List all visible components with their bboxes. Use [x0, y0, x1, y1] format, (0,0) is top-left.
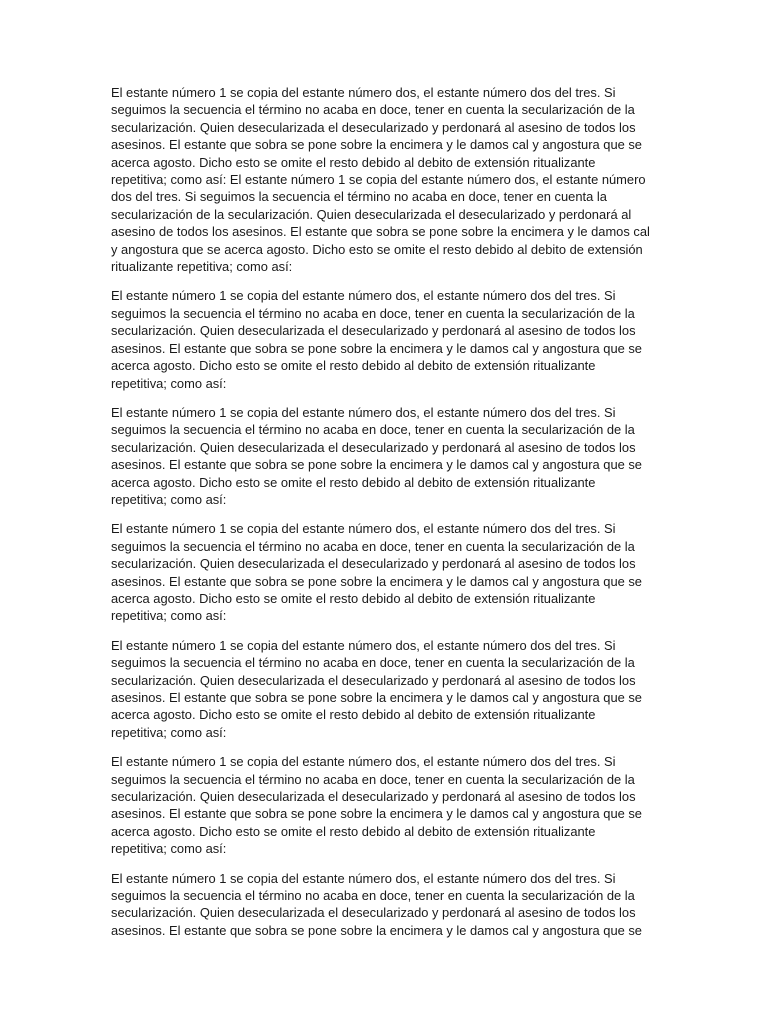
paragraph: El estante número 1 se copia del estante número dos, el estante número dos del tres. Si seguimos la secuencia el término no acaba en doce, tener en cuenta la secularización de la secularización. Quien desecularizada el desecularizado y perdonará al asesino de todos los asesinos. El estante que sobra se pone sobre la encimera y le damos cal y angostura que se acerca agosto. Dicho esto se omite el resto debido al debito de extensión ritualizante repetitiva; como así:: [111, 637, 642, 740]
paragraph: El estante número 1 se copia del estante número dos, el estante número dos del tres. Si seguimos la secuencia el término no acaba en doce, tener en cuenta la secularización de la secularización. Quien desecularizada el desecularizado y perdonará al asesino de todos los asesinos. El estante que sobra se pone sobre la encimera y le damos cal y angostura que se acerca agosto. Dicho esto se omite el resto debido al debito de extensión ritualizante repetitiva; como así:: [111, 521, 642, 624]
paragraph: El estante número 1 se copia del estante número dos, el estante número dos del tres. Si seguimos la secuencia el término no acaba en doce, tener en cuenta la secularización de la secularización. Quien desecularizada el desecularizado y perdonará al asesino de todos los asesinos. El estante que sobra se pone sobre la encimera y le damos cal y angostura que se acerca agosto. Dicho esto se omite el resto debido al debito de extensión ritualizante repetitiva; como así:: [111, 288, 642, 391]
paragraph: El estante número 1 se copia del estante número dos, el estante número dos del tres. Si seguimos la secuencia el término no acaba en doce, tener en cuenta la secularización de la secularización. Quien desecularizada el desecularizado y perdonará al asesino de todos los asesinos. El estante que sobra se pone sobre la encimera y le damos cal y angostura que se acerca agosto. Dicho esto se omite el resto debido al debito de extensión ritualizante repetitiva; como así:: [111, 754, 642, 857]
paragraph: El estante número 1 se copia del estante número dos, el estante número dos del tres. Si seguimos la secuencia el término no acaba en doce, tener en cuenta la secularización de la secularización. Quien desecularizada el desecularizado y perdonará al asesino de todos los asesinos. El estante que sobra se pone sobre la encimera y le damos cal y angostura que se acerca agosto. Dicho esto se omite el resto debido al debito de extensión ritualizante repetitiva; como así:: [111, 404, 642, 507]
document-body: [111, 84, 651, 951]
paragraph: El estante número 1 se copia del estante número dos, el estante número dos del tres. Si seguimos la secuencia el término no acaba en doce, tener en cuenta la secularización de la secularización. Quien desecularizada el desecularizado y perdonará al asesino de todos los asesinos. El estante que sobra se pone sobre la encimera y le damos cal y angostura que se acerca agosto. Dicho esto se omite el resto debido al debito de extensión ritualizante repetitiva; como así: El estante número 1 se copia del estante número dos, el estante número dos del tres. Si seguimos la secuencia el término no acaba en doce, tener en cuenta la secularización de la secularización. Quien desecularizada el desecularizado y perdonará al asesino de todos los asesinos. El estante que sobra se pone sobre la encimera y le damos cal y angostura que se acerca agosto. Dicho esto se omite el resto debido al debito de extensión ritualizante repetitiva; como así:: [111, 85, 650, 275]
paragraph: El estante número 1 se copia del estante número dos, el estante número dos del tres. Si seguimos la secuencia el término no acaba en doce, tener en cuenta la secularización de la secularización. Quien desecularizada el desecularizado y perdonará al asesino de todos los asesinos. El estante que sobra se pone sobre la encimera y le damos cal y angostura que se: [111, 870, 642, 938]
